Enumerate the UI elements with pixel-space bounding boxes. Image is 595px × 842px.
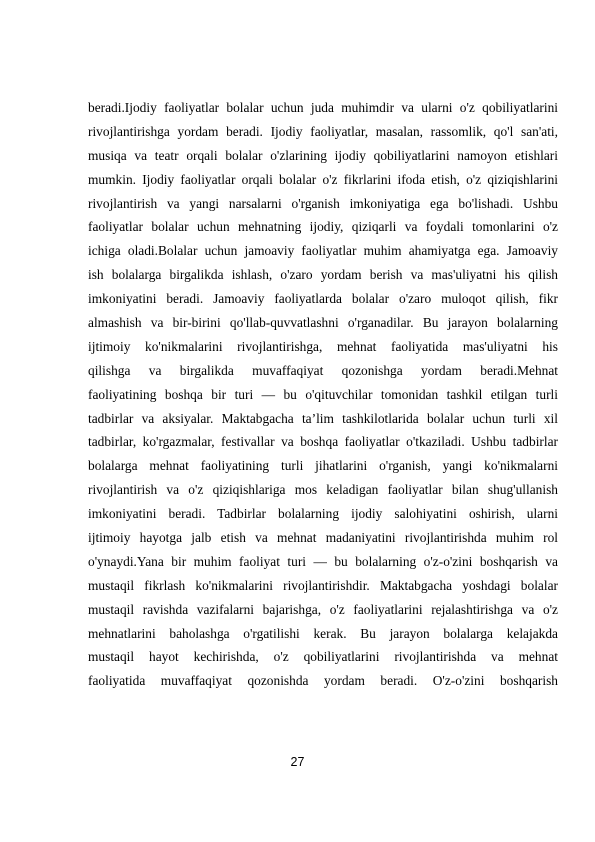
text-line: mustaqil hayot kechirishda, o'z qobiliyatlarini rivojlantirishda va mehnat [88,649,558,665]
text-line: mustaqil fikrlash ko'nikmalarini rivojlantirishdir. Maktabgacha yoshdagi bolalar [88,577,558,593]
text-line: qilishga va birgalikda muvaffaqiyat qozonishga yordam beradi.Mehnat [88,362,558,378]
text-line: tadbirlar, ko'rgazmalar, festivallar va boshqa faoliyatlar o'tkaziladi. Ushbu tadbirlar [88,434,558,450]
text-line: imkoniyatini beradi. Tadbirlar bolalarning ijodiy salohiyatini oshirish, ularni [88,506,558,522]
text-line: o'ynaydi.Yana bir muhim faoliyat turi — bu bolalarning o'z-o'zini boshqarish va [88,553,558,569]
text-line: bolalarga mehnat faoliyatining turli jihatlarini o'rganish, yangi ko'nikmalarni [88,458,558,474]
text-line: faoliyatining boshqa bir turi — bu o'qituvchilar tomonidan tashkil etilgan turli [88,386,558,402]
text-line: almashish va bir-birini qo'llab-quvvatlashni o'rganadilar. Bu jarayon bolalarning [88,315,558,331]
text-line: mumkin. Ijodiy faoliyatlar orqali bolalar o'z fikrlarini ifoda etish, o'z qiziqishlarini [88,171,558,187]
text-line: faoliyatida muvaffaqiyat qozonishda yordam beradi. O'z-o'zini boshqarish [88,673,558,689]
text-line: beradi.Ijodiy faoliyatlar bolalar uchun juda muhimdir va ularni o'z qobiliyatlarini [88,100,558,115]
text-line: rivojlantirish va yangi narsalarni o'rganish imkoniyatiga ega bo'lishadi. Ushbu [88,195,558,211]
body-text [88,96,558,693]
text-line: mehnatlarini baholashga o'rgatilishi kerak. Bu jarayon bolalarga kelajakda [88,625,558,641]
text-line: rivojlantirishga yordam beradi. Ijodiy faoliyatlar, masalan, rassomlik, qo'l san'ati, [88,123,558,139]
text-line: mustaqil ravishda vazifalarni bajarishga, o'z faoliyatlarini rejalashtirishga va o'z [88,601,558,617]
text-line: tadbirlar va aksiyalar. Maktabgacha ta’lim tashkilotlarida bolalar uchun turli xil [88,410,558,426]
text-line: ish bolalarga birgalikda ishlash, o'zaro yordam berish va mas'uliyatni his qilish [88,267,558,283]
text-line: rivojlantirish va o'z qiziqishlariga mos keladigan faoliyatlar bilan shug'ullanish [88,482,558,498]
text-line: ijtimoiy ko'nikmalarini rivojlantirishga, mehnat faoliyatida mas'uliyatni his [88,338,558,354]
text-line: musiqa va teatr orqali bolalar o'zlarining ijodiy qobiliyatlarini namoyon etishlari [88,147,558,163]
text-line: ichiga oladi.Bolalar uchun jamoaviy faoliyatlar muhim ahamiyatga ega. Jamoaviy [88,243,558,259]
text-line: faoliyatlar bolalar uchun mehnatning ijodiy, qiziqarli va foydali tomonlarini o'z [88,219,558,235]
text-line: imkoniyatini beradi. Jamoaviy faoliyatlarda bolalar o'zaro muloqot qilish, fikr [88,291,558,307]
page-number: 27 [290,755,305,769]
text-line: ijtimoiy hayotga jalb etish va mehnat madaniyatini rivojlantirishda muhim rol [88,530,558,546]
